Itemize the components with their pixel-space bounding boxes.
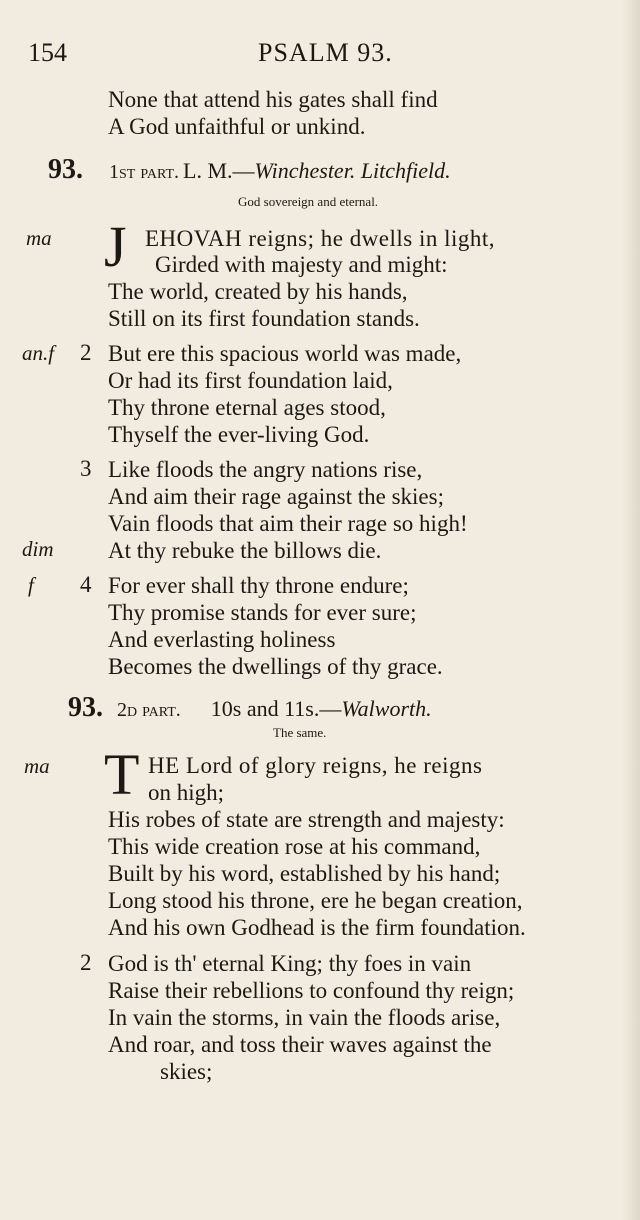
hymn2-subtitle: The same. bbox=[273, 725, 327, 740]
dynamic-mark: f bbox=[28, 573, 34, 597]
verse-line: Built by his word, established by his hand; bbox=[108, 861, 501, 886]
hymn2-meter: 10s and 11s.— bbox=[210, 696, 342, 721]
verse-line: At thy rebuke the billows die. bbox=[108, 538, 382, 563]
verse-line: Thy promise stands for ever sure; bbox=[108, 600, 417, 625]
verse-line: And roar, and toss their waves against the bbox=[108, 1032, 492, 1057]
hymn1-number: 93. bbox=[48, 154, 83, 185]
hymn1-subtitle: God sovereign and eternal. bbox=[238, 194, 379, 209]
verse-line: Or had its first foundation laid, bbox=[108, 368, 393, 393]
verse-line: Girded with majesty and might: bbox=[155, 252, 448, 277]
verse-line: And aim their rage against the skies; bbox=[108, 484, 444, 509]
verse-line: Like floods the angry nations rise, bbox=[108, 457, 423, 482]
verse-line: This wide creation rose at his command, bbox=[108, 834, 481, 859]
page-number: 154 bbox=[28, 38, 67, 67]
verse-line: Thy throne eternal ages stood, bbox=[108, 395, 386, 420]
verse-line: And his own Godhead is the firm foundation. bbox=[108, 915, 526, 940]
drop-cap: J bbox=[104, 214, 127, 279]
verse-line: And everlasting holiness bbox=[108, 627, 336, 652]
dynamic-mark: ma bbox=[24, 754, 50, 778]
verse-line: HE Lord of glory reigns, he reigns bbox=[148, 753, 483, 778]
page-edge-shadow bbox=[622, 0, 640, 1220]
hymn2-number: 93. bbox=[68, 692, 103, 723]
verse-line: Becomes the dwellings of thy grace. bbox=[108, 654, 443, 679]
hymn1-meter: L. M.— bbox=[183, 158, 255, 183]
hymn1-tunes: Winchester. Litchfield. bbox=[254, 158, 451, 183]
hymn2-tunes: Walworth. bbox=[341, 696, 432, 721]
verse-line: But ere this spacious world was made, bbox=[108, 341, 462, 366]
verse-line: For ever shall thy throne endure; bbox=[108, 573, 409, 598]
verse-line: Vain floods that aim their rage so high! bbox=[108, 511, 468, 536]
verse-line: In vain the storms, in vain the floods arise, bbox=[108, 1005, 501, 1030]
verse-line: The world, created by his hands, bbox=[108, 279, 408, 304]
verse-line: Still on its first foundation stands. bbox=[108, 306, 420, 331]
stanza-number: 2 bbox=[80, 950, 92, 975]
verse-line: Thyself the ever-living God. bbox=[108, 422, 370, 447]
verse-line: Raise their rebellions to confound thy reign; bbox=[108, 978, 515, 1003]
drop-cap: T bbox=[104, 742, 140, 807]
verse-line: on high; bbox=[148, 780, 225, 805]
verse-line: EHOVAH reigns; he dwells in light, bbox=[145, 226, 496, 251]
carryover-line: A God unfaithful or unkind. bbox=[108, 114, 366, 139]
hymn2-heading bbox=[68, 692, 432, 724]
hymn1-heading bbox=[48, 154, 451, 186]
verse-line: God is th' eternal King; thy foes in vain bbox=[108, 951, 472, 976]
dynamic-mark: ma bbox=[26, 226, 52, 250]
verse-line: His robes of state are strength and majesty: bbox=[108, 807, 505, 832]
hymn1-part: 1st part. bbox=[109, 161, 179, 183]
hymn2-part: 2d part. bbox=[117, 699, 181, 721]
verse-line: skies; bbox=[160, 1059, 213, 1084]
stanza-number: 2 bbox=[80, 340, 92, 365]
stanza-number: 3 bbox=[80, 456, 92, 481]
stanza-number: 4 bbox=[80, 572, 92, 597]
carryover-line: None that attend his gates shall find bbox=[108, 87, 438, 112]
dynamic-mark: an.f bbox=[22, 341, 55, 365]
running-title: PSALM 93. bbox=[258, 38, 393, 67]
dynamic-mark: dim bbox=[22, 537, 54, 561]
verse-line: Long stood his throne, ere he began creation, bbox=[108, 888, 523, 913]
